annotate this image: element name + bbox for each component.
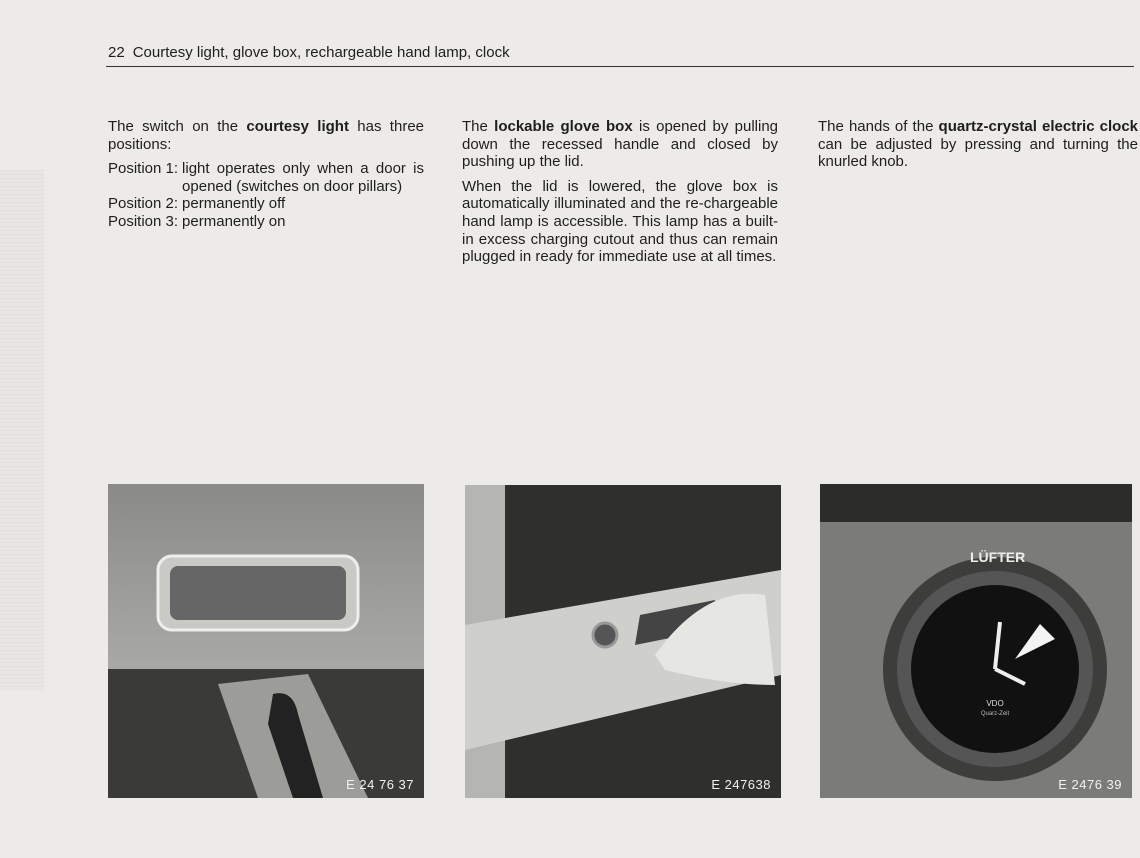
position-label: Position 3: bbox=[108, 212, 179, 230]
page-edge-scan-artifact bbox=[0, 170, 44, 690]
term-glove-box: lockable glove box bbox=[494, 118, 633, 135]
clock-brand: VDO bbox=[986, 699, 1004, 708]
position-label: Position 1: bbox=[108, 160, 179, 178]
hand-lamp-paragraph: When the lid is lowered, the glove box is automatically illuminated and the re-chargeable hand lamp is accessible. This lamp has a built-in excess charging cutout and thus can remain plugged in ready for immediate use at all times. bbox=[462, 177, 778, 266]
glove-box-paragraph bbox=[462, 118, 778, 171]
text: can be adjusted by pressing and turning the knurled knob. bbox=[818, 135, 1138, 171]
clock-photo bbox=[820, 484, 1132, 798]
text: has three positions: bbox=[108, 118, 425, 153]
position-item bbox=[108, 195, 424, 213]
dial-label: LÜFTER bbox=[970, 549, 1026, 565]
page-header bbox=[108, 44, 510, 61]
courtesy-light-photo bbox=[108, 484, 424, 798]
glove-box-column bbox=[462, 118, 778, 273]
clock-paragraph bbox=[818, 118, 1138, 171]
clock-brand-sub: Quarz-Zeit bbox=[980, 711, 1010, 717]
text: The switch on the bbox=[108, 118, 247, 135]
position-text: light operates only when a door is opened (switches on door pillars) bbox=[182, 160, 424, 195]
header-rule bbox=[106, 66, 1134, 67]
position-item bbox=[108, 160, 424, 195]
text: is opened by pulling down the recessed handle and closed by pushing up the lid. bbox=[462, 118, 779, 171]
courtesy-light-intro bbox=[108, 118, 424, 153]
clock-column bbox=[818, 118, 1138, 178]
courtesy-light-column bbox=[108, 118, 424, 231]
photo-caption: E 247638 bbox=[711, 777, 771, 792]
position-text: permanently on bbox=[182, 212, 286, 230]
position-item bbox=[108, 213, 424, 231]
term-courtesy-light: courtesy light bbox=[246, 118, 349, 135]
glove-box-photo bbox=[465, 485, 781, 798]
page-number: 22 bbox=[108, 44, 125, 61]
page-title: Courtesy light, glove box, rechargeable hand lamp, clock bbox=[132, 44, 510, 61]
position-text: permanently off bbox=[182, 195, 286, 213]
term-clock: quartz-crystal electric clock bbox=[938, 118, 1139, 135]
text: The hands of the bbox=[818, 118, 939, 135]
photo-caption: E 2476 39 bbox=[1058, 777, 1122, 792]
photo-caption: E 24 76 37 bbox=[346, 777, 414, 792]
position-label: Position 2: bbox=[108, 195, 179, 213]
text: The bbox=[462, 118, 495, 135]
